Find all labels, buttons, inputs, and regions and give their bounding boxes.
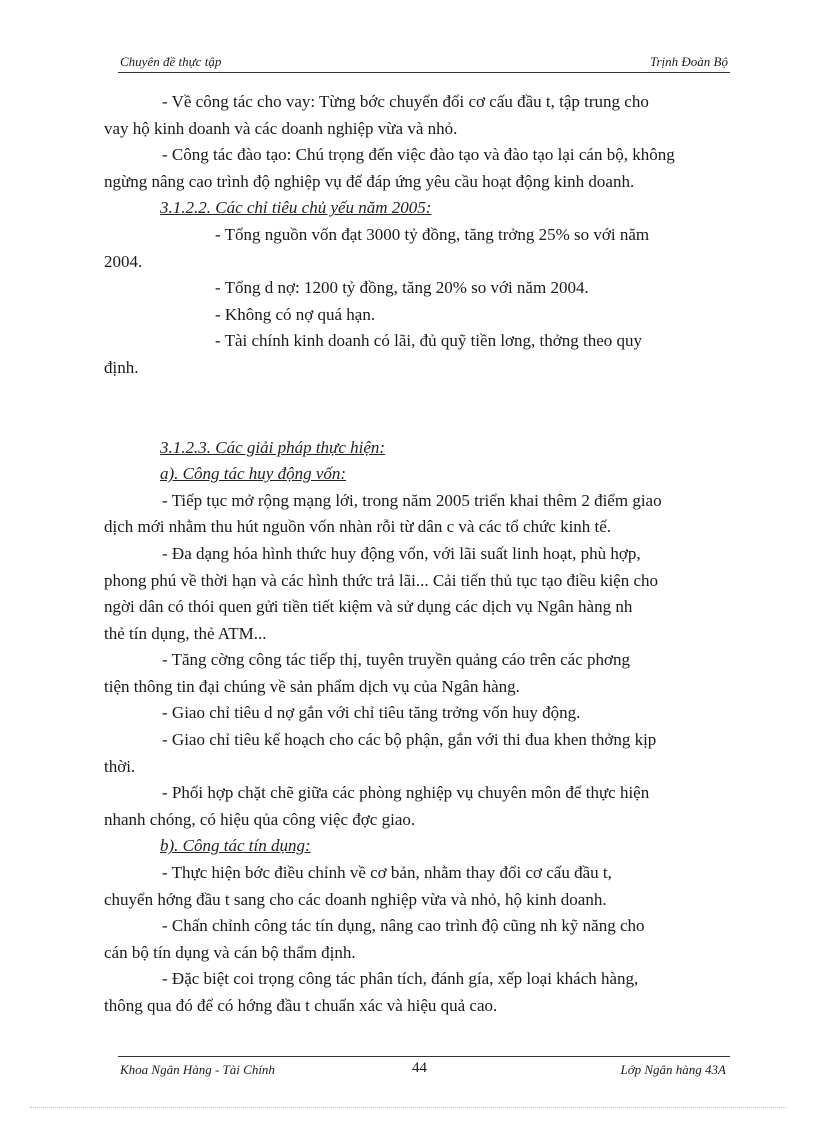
capital-item1-line2: dịch mới nhằm thu hút nguồn vốn nhàn rỗi từ dân c và các tổ chức kinh tế. — [104, 517, 612, 537]
capital-item1-line1: - Tiếp tục mở rộng mạng lới, trong năm 2005 triển khai thêm 2 điểm giao — [162, 490, 662, 510]
credit-item3-line1: - Đặc biệt coi trọng công tác phân tích, đánh gía, xếp loại khách hàng, — [162, 969, 639, 989]
para-loan-line1: - Về công tác cho vay: Từng bớc chuyển đổi cơ cấu đầu t, tập trung cho — [162, 92, 649, 111]
capital-item2-line3: ngời dân có thói quen gửi tiền tiết kiệm và sử dụng các dịch vụ Ngân hàng nh — [104, 597, 633, 617]
footer-left: Khoa Ngân Hàng - Tài Chính — [120, 1062, 275, 1077]
target-finance-line1: - Tài chính kinh doanh có lãi, đủ quỹ tiền lơng, thởng theo quy — [215, 331, 643, 351]
page-bottom-dotted-edge — [30, 1107, 786, 1108]
heading-solutions: 3.1.2.3. Các giải pháp thực hiện: — [160, 437, 386, 457]
credit-item2-line1: - Chấn chỉnh công tác tín dụng, nâng cao trình độ cũng nh kỹ năng cho — [162, 916, 645, 936]
para-training-line2: ngừng nâng cao trình độ nghiệp vụ để đáp ứng yêu cầu hoạt động kinh doanh. — [104, 171, 635, 191]
credit-item1-line1: - Thực hiện bớc điều chỉnh về cơ bản, nhằm thay đổi cơ cấu đầu t, — [162, 863, 612, 883]
heading-capital-mobilization: a). Công tác huy động vốn: — [160, 464, 347, 484]
capital-item5-line1: - Giao chỉ tiêu kế hoạch cho các bộ phận, gắn với thi đua khen thởng kịp — [162, 730, 657, 750]
target-capital-line1: - Tổng nguồn vốn đạt 3000 tỷ đồng, tăng trởng 25% so với năm — [215, 224, 650, 244]
page-number: 44 — [412, 1060, 427, 1076]
target-debt: - Tổng d nợ: 1200 tỷ đồng, tăng 20% so với năm 2004. — [215, 278, 589, 298]
para-loan-line2: vay hộ kinh doanh và các doanh nghiệp vừa và nhỏ. — [104, 118, 458, 138]
target-capital-line2: 2004. — [104, 251, 143, 271]
header-right: Trịnh Đoàn Bộ — [649, 54, 728, 69]
page-header — [0, 50, 816, 76]
heading-credit: b). Công tác tín dụng: — [160, 836, 311, 856]
document-body — [104, 89, 730, 1020]
credit-item1-line2: chuyển hớng đầu t sang cho các doanh nghiệp vừa và nhỏ, hộ kinh doanh. — [104, 889, 607, 909]
credit-item2-line2: cán bộ tín dụng và cán bộ thẩm định. — [104, 942, 356, 962]
capital-item5-line2: thời. — [104, 756, 136, 776]
capital-item3-line2: tiện thông tin đại chúng về sản phẩm dịch vụ của Ngân hàng. — [104, 676, 520, 696]
footer-right: Lớp Ngân hàng 43A — [620, 1062, 726, 1077]
target-finance-line2: định. — [104, 357, 139, 377]
capital-item2-line2: phong phú về thời hạn và các hình thức trả lãi... Cải tiến thủ tục tạo điều kiện cho — [104, 570, 659, 590]
capital-item2-line1: - Đa dạng hóa hình thức huy động vốn, với lãi suất linh hoạt, phù hợp, — [162, 543, 641, 563]
capital-item2-line4: thẻ tín dụng, thẻ ATM... — [104, 623, 267, 643]
footer-rule — [118, 1056, 730, 1057]
para-training-line1: - Công tác đào tạo: Chú trọng đến việc đào tạo và đào tạo lại cán bộ, không — [162, 145, 675, 165]
credit-item3-line2: thông qua đó để có hớng đầu t chuẩn xác và hiệu quả cao. — [104, 996, 498, 1015]
header-left: Chuyên đề thực tập — [120, 54, 222, 69]
capital-item3-line1: - Tăng cờng công tác tiếp thị, tuyên truyền quảng cáo trên các phơng — [162, 650, 631, 670]
capital-item6-line2: nhanh chóng, có hiệu qủa công việc đợc giao. — [104, 809, 416, 829]
spacer — [160, 382, 730, 435]
capital-item6-line1: - Phối hợp chặt chẽ giữa các phòng nghiệp vụ chuyên môn để thực hiện — [162, 783, 650, 803]
target-overdue: - Không có nợ quá hạn. — [215, 304, 376, 324]
page-footer — [0, 1056, 816, 1080]
capital-item4: - Giao chỉ tiêu d nợ gắn với chỉ tiêu tăng trởng vốn huy động. — [162, 703, 581, 723]
header-rule — [118, 72, 730, 73]
heading-targets: 3.1.2.2. Các chỉ tiêu chủ yếu năm 2005: — [160, 198, 432, 218]
